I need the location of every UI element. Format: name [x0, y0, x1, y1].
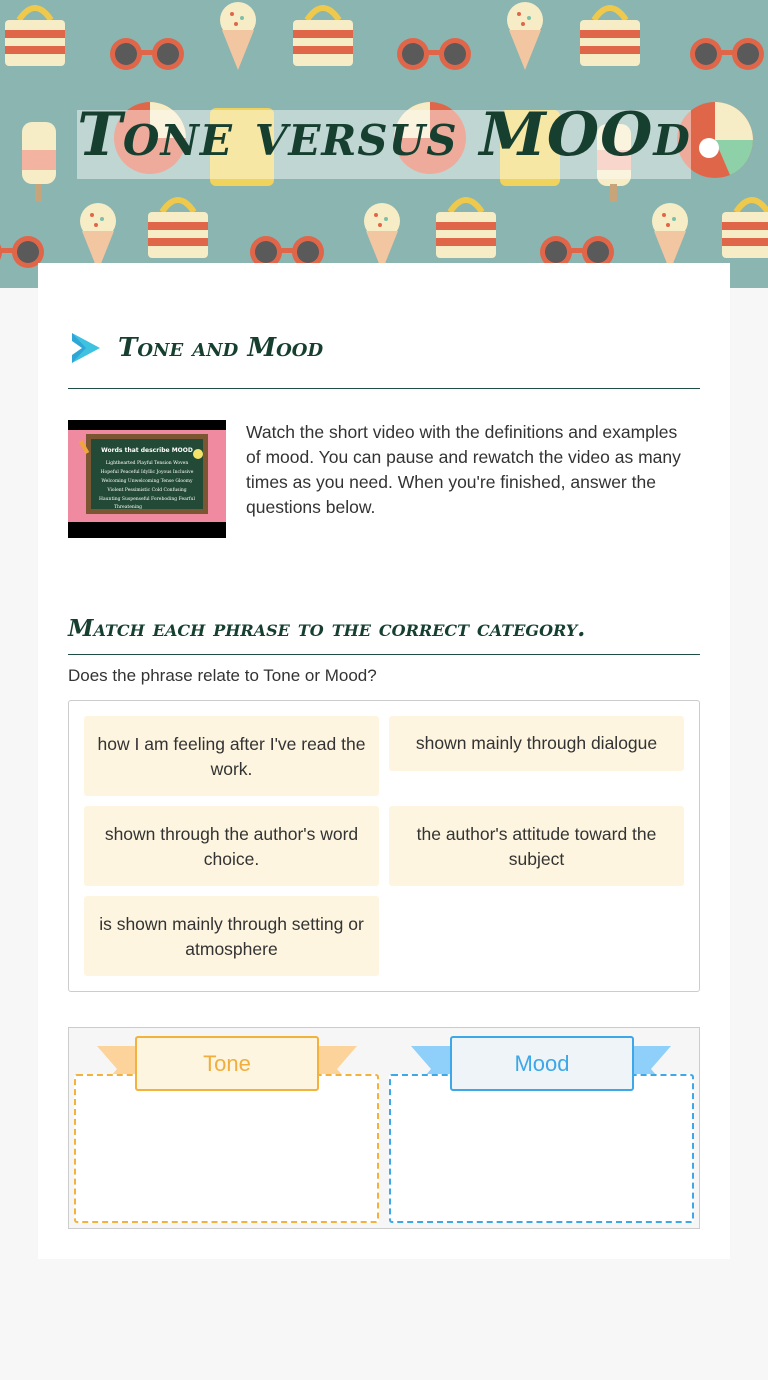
- phrase-chip[interactable]: is shown mainly through setting or atmosphere: [84, 896, 379, 976]
- phrase-chip[interactable]: shown mainly through dialogue: [389, 716, 684, 771]
- mood-drop-zone[interactable]: [389, 1074, 694, 1223]
- phrase-chip[interactable]: the author's attitude toward the subject: [389, 806, 684, 886]
- tone-category-label: Tone: [135, 1036, 319, 1091]
- phrase-chip[interactable]: how I am feeling after I've read the work.: [84, 716, 379, 796]
- thumb-words-line-5: Haunting Suspenseful Foreboding Fearful: [99, 497, 195, 502]
- category-area: [68, 1027, 700, 1229]
- header-banner: [0, 0, 768, 288]
- video-play-icon: [68, 331, 102, 365]
- thumb-heading: Words that describe MOOD: [101, 447, 193, 454]
- video-frame: [68, 420, 226, 538]
- activity-question: Does the phrase relate to Tone or Mood?: [68, 666, 377, 685]
- thumb-words-line-4: Violent Pessimistic Cold Confusing: [107, 488, 187, 493]
- section-header: [68, 331, 700, 389]
- phrase-pool: [68, 700, 700, 992]
- video-instructions: Watch the short video with the definitions and examples of mood. You can pause and rewatch the video as many times as you need. When you're finished, answer the questions below.: [246, 422, 681, 517]
- thumb-words-line-1: Lighthearted Playful Tension Woven: [105, 461, 189, 466]
- thumb-words-line-6: Threatening: [114, 505, 142, 510]
- video-thumbnail[interactable]: [68, 420, 226, 538]
- worksheet-card: [38, 263, 730, 1259]
- page-title: Tone versus MOOd: [77, 100, 691, 170]
- thumb-words-line-3: Welcoming Unwelcoming Tense Gloomy: [101, 479, 193, 484]
- activity-title: Match each phrase to the correct category.: [68, 615, 700, 655]
- thumb-words-line-2: Hopeful Peaceful Idyllic Joyous Inclusive: [100, 470, 194, 475]
- phrase-chip[interactable]: shown through the author's word choice.: [84, 806, 379, 886]
- mood-category-label: Mood: [450, 1036, 634, 1091]
- section-title: Tone and Mood: [118, 333, 324, 363]
- tone-drop-zone[interactable]: [74, 1074, 379, 1223]
